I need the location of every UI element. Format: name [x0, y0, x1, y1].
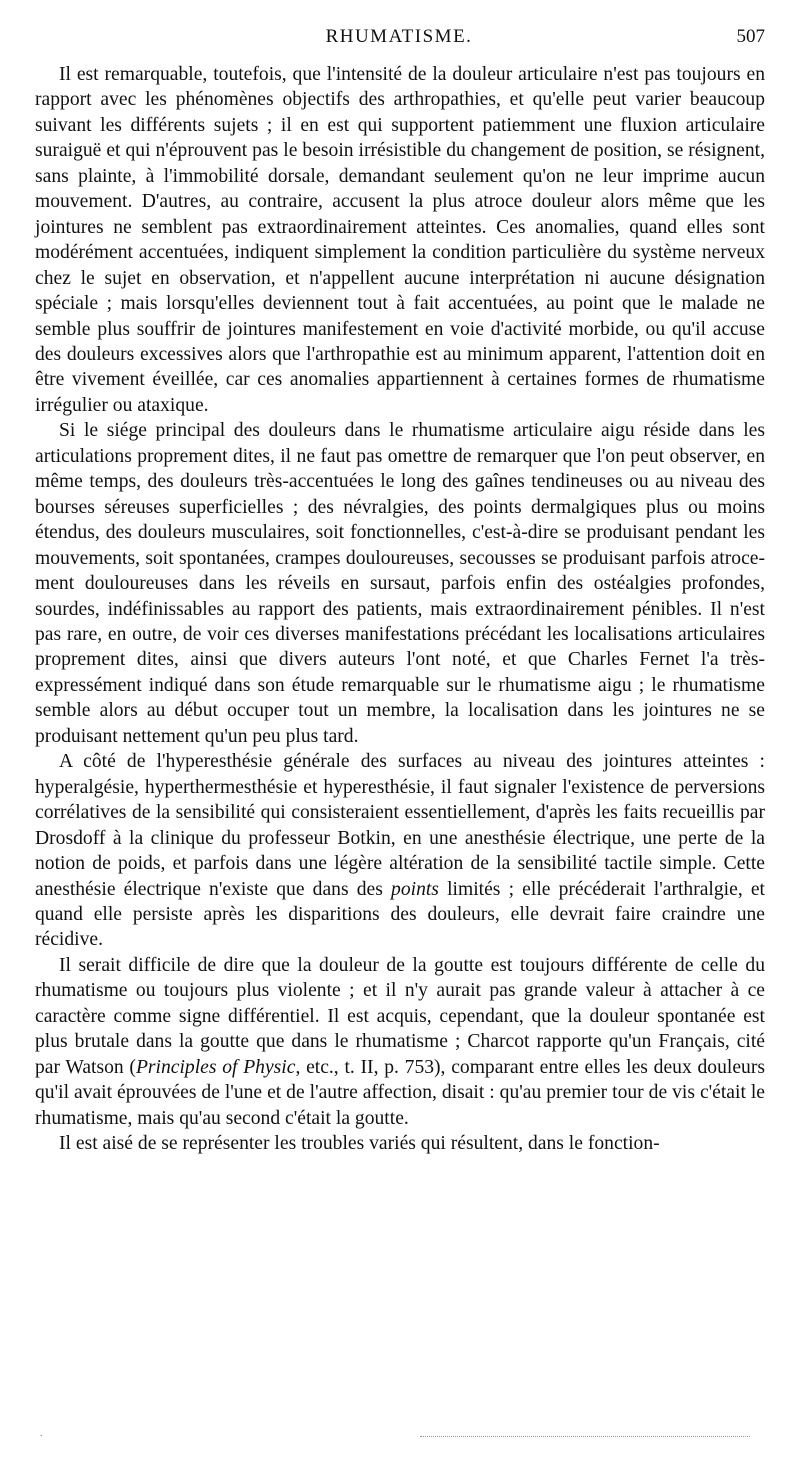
page-header: [33, 26, 765, 58]
text-segment: limités ; elle précéderait l'arthralgie, et quand elle persiste après les disparitions des douleurs, elle devrait faire craindre une récidive.: [35, 878, 766, 951]
paragraph-2: [35, 418, 765, 749]
page-number: 507: [736, 26, 765, 47]
text-segment: Il est aisé de se représenter les troubles variés qui résultent, dans le fonction-: [59, 1133, 660, 1155]
paragraph-4: [35, 953, 765, 1131]
text-segment: Il serait difficile de dire que la douleur de la goutte est toujours différente de celle du rhumatisme ou toujours plus violente ; et il n'y aurait pas grande valeur à attacher à ce caractère comme signe différentiel. Il est acquis, cependant, que la douleur spontanée est plus brutale dans la goutte que dans le rhumatisme ; Charcot rapporte qu'un Français, cité par Watson (: [35, 954, 765, 1078]
body-text: [35, 62, 765, 1156]
italic-segment: Principles of Physic: [135, 1056, 296, 1078]
footer-rule: [420, 1436, 750, 1439]
paragraph-1: [35, 62, 765, 418]
italic-segment: points: [391, 878, 439, 900]
paragraph-3: [35, 749, 765, 953]
text-segment: , etc., t. II, p. 753), comparant entre elles les deux douleurs qu'il avait éprouvées de l'une et de l'autre affection, disait : qu'au premier tour de vis c'était le rhumatisme, mais qu'au second c'était la goutte.: [35, 1056, 765, 1129]
text-segment: A côté de l'hyperesthésie générale des surfaces au niveau des jointures atteintes : hyperalgésie, hyperthermesthésie et hyperesthésie, il faut signaler l'existence de perversions corrélatives de la sensibilité qui consisteraient essentiellement, d'après les faits recueillis par Drosdoff à la clinique du professeur Botkin, en une anesthésie électrique, une perte de la notion de poids, et parfois dans une légère altération de la sensibilité tactile simple. Cette anesthésie électrique n'existe que dans des: [35, 751, 765, 900]
footer-mark: .: [40, 1428, 43, 1439]
text-segment: Si le siége principal des douleurs dans le rhumatisme articulaire aigu réside dans les articulations proprement dites, il ne faut pas omettre de remarquer que l'on peut observer, en même temps, des douleurs très-accentuées le long des gaînes tendineuses ou au niveau des bourses séreuses superficielles ; des névralgies, des points dermalgiques plus ou moins étendus, des douleurs musculaires, soit fonctionnelles, c'est-à-dire se produisant pendant les mouvements, soit spontanées, crampes douloureuses, secousses se produisant parfois atrocement douloureuses dans les réveils en sursaut, parfois enfin des ostéalgies profondes, sourdes, indéfinissables au rapport des patients, mais extraordinairement pénibles. Il n'est pas rare, en outre, de voir ces diverses manifestations précédant les localisations articulaires proprement dites, ainsi que divers auteurs l'ont noté, et que Charles Fernet l'a très-expressément indiqué dans son étude remarquable sur le rhumatisme aigu ; le rhumatisme semble alors au début occuper tout un membre, la localisation dans les jointures ne se produisant nettement qu'un peu plus tard.: [35, 420, 765, 747]
running-title: RHUMATISME.: [325, 26, 473, 47]
text-segment: Il est remarquable, toutefois, que l'intensité de la douleur articulaire n'est pas toujours en rapport avec les phénomènes objectifs des arthropathies, et qu'elle peut varier beaucoup suivant les différents sujets ; il en est qui supportent patiemment une fluxion articulaire suraiguë et qui n'éprouvent pas le besoin irrésistible du changement de position, se résignent, sans plainte, à l'immobilité dorsale, demandant seulement qu'on ne leur imprime aucun mouvement. D'autres, au contraire, accusent la plus atroce douleur alors même que les jointures ne semblent pas extraordinairement atteintes. Ces anomalies, quand elles sont modérément accentuées, indiquent simplement la condition particulière du système nerveux chez le sujet en observation, et n'appellent aucune interprétation ni aucune désignation spéciale ; mais lorsqu'elles deviennent tout à fait accentuées, au point que le malade ne semble plus souffrir de jointures manifestement en voie d'activité morbide, ou qu'il accuse des douleurs excessives alors que l'arthropathie est au minimum apparent, l'attention doit en être vivement éveillée, car ces anomalies appartiennent à certaines formes de rhumatisme irrégulier ou ataxique.: [35, 64, 765, 416]
paragraph-5: [35, 1131, 765, 1156]
